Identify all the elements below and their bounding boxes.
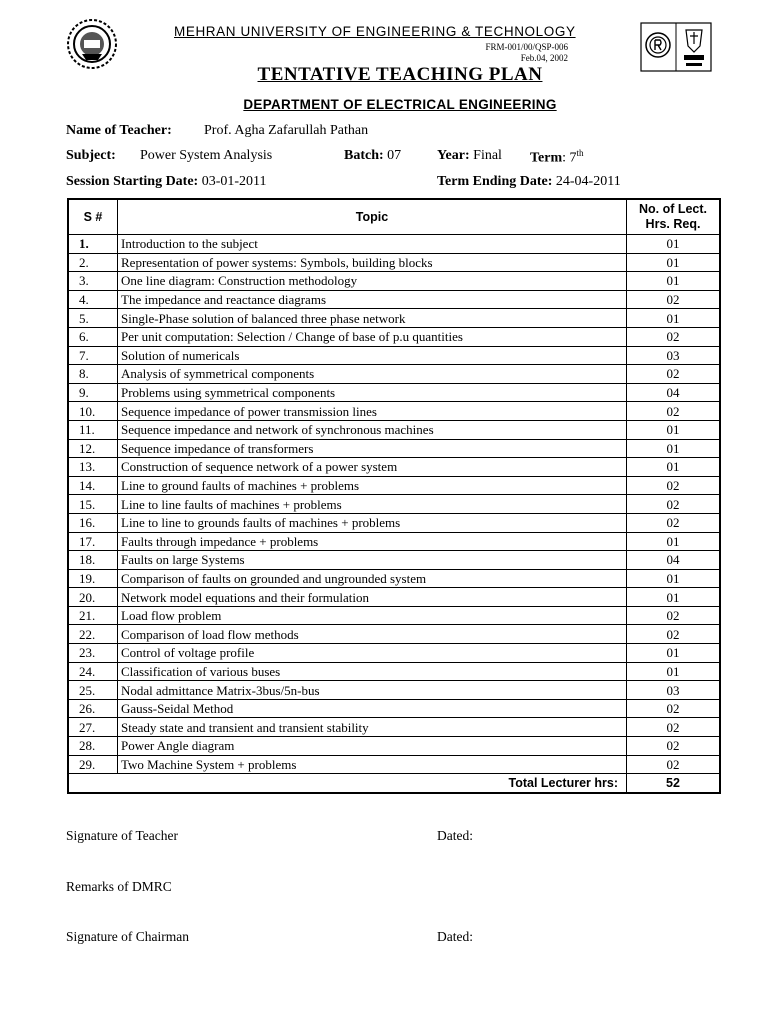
- teacher-label: Name of Teacher:: [66, 123, 172, 138]
- row-hours: 04: [627, 383, 721, 402]
- row-number: 7.: [68, 346, 118, 365]
- dated-label-2: Dated:: [437, 929, 473, 944]
- row-hours: 01: [627, 569, 721, 588]
- session-start: Session Starting Date: 03-01-2011: [66, 174, 267, 189]
- row-hours: 01: [627, 588, 721, 607]
- row-topic: Classification of various buses: [118, 662, 627, 681]
- sn-header: S #: [68, 199, 118, 235]
- row-hours: 02: [627, 476, 721, 495]
- row-hours: 03: [627, 346, 721, 365]
- row-number: 17.: [68, 532, 118, 551]
- row-number: 28.: [68, 737, 118, 756]
- row-number: 20.: [68, 588, 118, 607]
- table-row: [68, 235, 720, 254]
- table-row: [68, 737, 720, 756]
- row-number: 11.: [68, 420, 118, 439]
- row-hours: 02: [627, 755, 721, 774]
- row-topic: Steady state and transient and transient stability: [118, 718, 627, 737]
- form-code: FRM-001/00/QSP-006: [485, 42, 568, 52]
- row-topic: Construction of sequence network of a power system: [118, 458, 627, 477]
- year-field: Year: Final: [437, 148, 502, 163]
- term-field: Term: 7th: [530, 148, 584, 166]
- row-number: 2.: [68, 253, 118, 272]
- teacher-signature-label: Signature of Teacher: [66, 828, 179, 843]
- table-header-row: [68, 199, 720, 235]
- university-logo-icon: [66, 18, 118, 70]
- table-row: [68, 588, 720, 607]
- row-topic: Line to line to grounds faults of machines + problems: [118, 513, 627, 532]
- row-number: 19.: [68, 569, 118, 588]
- topic-header: Topic: [118, 199, 627, 235]
- row-hours: 01: [627, 644, 721, 663]
- term-end: Term Ending Date: 24-04-2011: [437, 174, 621, 189]
- row-topic: Representation of power systems: Symbols, building blocks: [118, 253, 627, 272]
- table-row: [68, 290, 720, 309]
- row-topic: Comparison of faults on grounded and ungrounded system: [118, 569, 627, 588]
- table-row: [68, 253, 720, 272]
- row-hours: 01: [627, 439, 721, 458]
- row-topic: Faults through impedance + problems: [118, 532, 627, 551]
- form-date: Feb.04, 2002: [520, 53, 568, 63]
- row-topic: Control of voltage profile: [118, 644, 627, 663]
- row-topic: Gauss-Seidal Method: [118, 699, 627, 718]
- table-row: [68, 513, 720, 532]
- row-topic: Analysis of symmetrical components: [118, 365, 627, 384]
- teaching-plan-table: [67, 198, 721, 794]
- table-row: [68, 662, 720, 681]
- page-title: TENTATIVE TEACHING PLAN: [257, 64, 543, 85]
- row-hours: 01: [627, 420, 721, 439]
- table-row: [68, 606, 720, 625]
- row-hours: 01: [627, 272, 721, 291]
- row-topic: Line to ground faults of machines + problems: [118, 476, 627, 495]
- total-row: [68, 774, 720, 793]
- row-topic: The impedance and reactance diagrams: [118, 290, 627, 309]
- row-number: 15.: [68, 495, 118, 514]
- subject-value: Power System Analysis: [140, 148, 273, 163]
- row-topic: Line to line faults of machines + problems: [118, 495, 627, 514]
- row-number: 26.: [68, 699, 118, 718]
- row-hours: 02: [627, 365, 721, 384]
- row-hours: 02: [627, 327, 721, 346]
- row-topic: Two Machine System + problems: [118, 755, 627, 774]
- row-hours: 01: [627, 532, 721, 551]
- table-row: [68, 625, 720, 644]
- row-number: 16.: [68, 513, 118, 532]
- row-topic: Introduction to the subject: [118, 235, 627, 254]
- table-row: [68, 495, 720, 514]
- table-row: [68, 532, 720, 551]
- row-topic: Network model equations and their formulation: [118, 588, 627, 607]
- table-row: [68, 439, 720, 458]
- table-row: [68, 346, 720, 365]
- batch-field: Batch: 07: [344, 148, 402, 163]
- table-row: [68, 551, 720, 570]
- row-hours: 03: [627, 681, 721, 700]
- row-number: 10.: [68, 402, 118, 421]
- table-row: [68, 644, 720, 663]
- total-value: 52: [627, 774, 721, 793]
- row-hours: 02: [627, 495, 721, 514]
- row-number: 13.: [68, 458, 118, 477]
- total-label: Total Lecturer hrs:: [68, 774, 627, 793]
- row-topic: Per unit computation: Selection / Change of base of p.u quantities: [118, 327, 627, 346]
- hours-header: No. of Lect. Hrs. Req.: [627, 199, 721, 235]
- subject-label: Subject:: [66, 148, 116, 163]
- row-number: 22.: [68, 625, 118, 644]
- row-number: 14.: [68, 476, 118, 495]
- row-number: 4.: [68, 290, 118, 309]
- row-hours: 02: [627, 718, 721, 737]
- table-row: [68, 569, 720, 588]
- row-number: 8.: [68, 365, 118, 384]
- row-topic: One line diagram: Construction methodology: [118, 272, 627, 291]
- row-topic: Solution of numericals: [118, 346, 627, 365]
- row-hours: 02: [627, 699, 721, 718]
- table-row: [68, 365, 720, 384]
- row-hours: 02: [627, 402, 721, 421]
- row-topic: Sequence impedance of transformers: [118, 439, 627, 458]
- table-row: [68, 272, 720, 291]
- table-row: [68, 402, 720, 421]
- table-row: [68, 718, 720, 737]
- row-hours: 02: [627, 625, 721, 644]
- row-topic: Nodal admittance Matrix-3bus/5n-bus: [118, 681, 627, 700]
- row-number: 3.: [68, 272, 118, 291]
- row-topic: Single-Phase solution of balanced three phase network: [118, 309, 627, 328]
- row-topic: Load flow problem: [118, 606, 627, 625]
- row-hours: 02: [627, 737, 721, 756]
- row-number: 24.: [68, 662, 118, 681]
- row-number: 1.: [68, 235, 118, 254]
- row-topic: Comparison of load flow methods: [118, 625, 627, 644]
- row-number: 23.: [68, 644, 118, 663]
- row-topic: Problems using symmetrical components: [118, 383, 627, 402]
- row-number: 27.: [68, 718, 118, 737]
- chairman-signature-label: Signature of Chairman: [66, 929, 189, 944]
- row-number: 6.: [68, 327, 118, 346]
- form-code-block: [485, 42, 568, 64]
- university-name: MEHRAN UNIVERSITY OF ENGINEERING & TECHNOLOGY: [174, 24, 576, 39]
- table-row: [68, 755, 720, 774]
- row-number: 18.: [68, 551, 118, 570]
- row-hours: 01: [627, 309, 721, 328]
- row-topic: Sequence impedance and network of synchronous machines: [118, 420, 627, 439]
- table-row: [68, 681, 720, 700]
- remarks-label: Remarks of DMRC: [66, 879, 172, 894]
- department-title: DEPARTMENT OF ELECTRICAL ENGINEERING: [243, 97, 557, 112]
- table-row: [68, 420, 720, 439]
- row-hours: 01: [627, 662, 721, 681]
- row-hours: 02: [627, 290, 721, 309]
- row-hours: 02: [627, 606, 721, 625]
- row-topic: Sequence impedance of power transmission lines: [118, 402, 627, 421]
- row-topic: Power Angle diagram: [118, 737, 627, 756]
- row-hours: 02: [627, 513, 721, 532]
- teacher-name: Prof. Agha Zafarullah Pathan: [204, 123, 369, 138]
- row-hours: 01: [627, 235, 721, 254]
- table-row: [68, 699, 720, 718]
- row-hours: 04: [627, 551, 721, 570]
- dated-label-1: Dated:: [437, 828, 473, 843]
- row-number: 5.: [68, 309, 118, 328]
- row-number: 21.: [68, 606, 118, 625]
- table-row: [68, 327, 720, 346]
- row-number: 29.: [68, 755, 118, 774]
- table-row: [68, 458, 720, 477]
- row-number: 9.: [68, 383, 118, 402]
- table-row: [68, 309, 720, 328]
- table-row: [68, 383, 720, 402]
- row-hours: 01: [627, 458, 721, 477]
- row-topic: Faults on large Systems: [118, 551, 627, 570]
- row-hours: 01: [627, 253, 721, 272]
- row-number: 25.: [68, 681, 118, 700]
- row-number: 12.: [68, 439, 118, 458]
- table-row: [68, 476, 720, 495]
